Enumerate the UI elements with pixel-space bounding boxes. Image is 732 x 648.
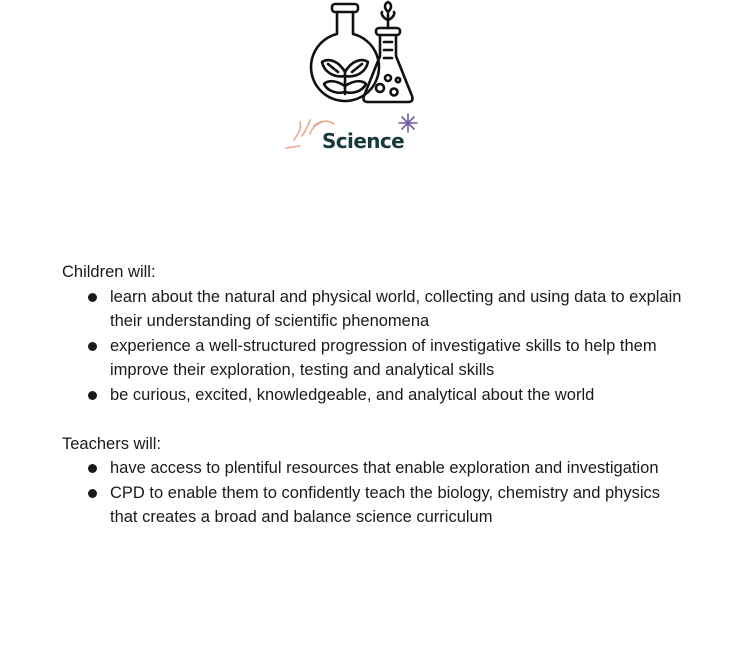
bullet-icon bbox=[88, 464, 97, 473]
science-logo bbox=[280, 0, 430, 160]
bullet-icon bbox=[88, 342, 97, 351]
bullet-icon bbox=[88, 489, 97, 498]
list-item-text: learn about the natural and physical world, collecting and using data to explain their understanding of scientific phenomena bbox=[110, 287, 682, 330]
children-list bbox=[62, 285, 682, 408]
bullet-icon bbox=[88, 391, 97, 400]
logo-wordmark: Science bbox=[322, 129, 405, 153]
list-item bbox=[62, 456, 682, 481]
list-item-text: be curious, excited, knowledgeable, and analytical about the world bbox=[110, 385, 595, 404]
list-item bbox=[62, 285, 682, 334]
list-item-text: have access to plentiful resources that enable exploration and investigation bbox=[110, 459, 659, 477]
bullet-icon bbox=[88, 293, 97, 302]
section-spacer bbox=[62, 407, 682, 432]
list-item-text: CPD to enable them to confidently teach the biology, chemistry and physics that creates a broad and balance science curriculum bbox=[110, 483, 660, 526]
section-heading: Teachers will: bbox=[62, 434, 162, 453]
list-item bbox=[62, 334, 682, 383]
children-section bbox=[62, 260, 682, 407]
list-item-text: experience a well-structured progression of investigative skills to help them improve their exploration, testing and analytical skills bbox=[110, 336, 657, 379]
section-heading: Children will: bbox=[62, 263, 156, 281]
main-content bbox=[62, 260, 682, 530]
teachers-list bbox=[62, 456, 682, 530]
list-item bbox=[62, 383, 682, 408]
teachers-section bbox=[62, 432, 682, 530]
list-item bbox=[62, 481, 682, 530]
